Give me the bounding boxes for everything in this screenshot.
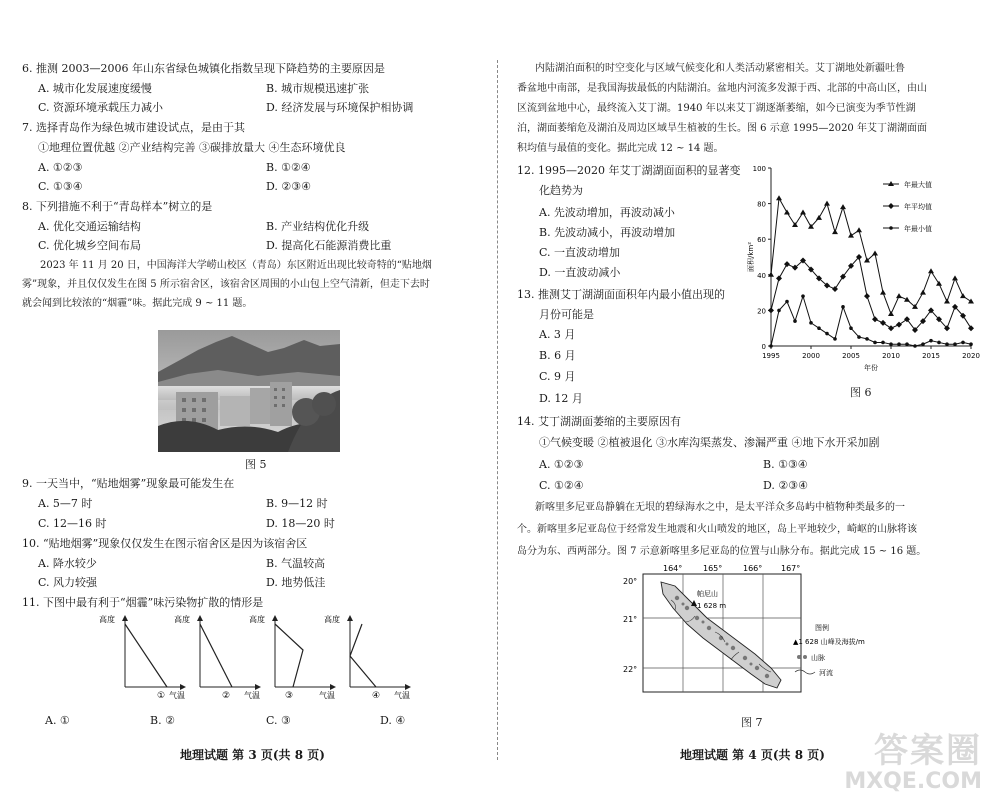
x-tick-label: 2000 bbox=[802, 352, 820, 360]
passage-line: 番盆地中南部，是我国海拔最低的内陆湖泊。盆地内河流多发源于西、北部的中高山区，由山 bbox=[517, 83, 927, 94]
data-point-0 bbox=[872, 250, 878, 255]
q7-option-b: B. ①②④ bbox=[266, 161, 311, 174]
data-point-2 bbox=[865, 337, 869, 341]
new-caledonia-map bbox=[615, 560, 865, 710]
data-point-1 bbox=[776, 275, 782, 281]
q7-option-d: D. ②③④ bbox=[266, 180, 312, 193]
legend-label: 年最小值 bbox=[904, 225, 932, 233]
q13-option-c: C. 9 月 bbox=[539, 370, 576, 383]
lon-label: 166° bbox=[743, 564, 763, 573]
temperature-profile-diagrams bbox=[95, 612, 435, 702]
q7-items: ①地理位置优越 ②产业结构完善 ③碳排放量大 ④生态环境优良 bbox=[38, 141, 346, 154]
data-point-0 bbox=[936, 281, 942, 286]
data-point-1 bbox=[832, 286, 838, 292]
watermark-url: MXQE.COM bbox=[844, 769, 982, 794]
data-point-2 bbox=[809, 321, 813, 325]
legend-mountain-symbol bbox=[797, 655, 807, 659]
lon-label: 164° bbox=[663, 564, 683, 573]
lat-label: 22° bbox=[623, 665, 638, 674]
q12-stem-cont: 化趋势为 bbox=[539, 184, 583, 197]
data-point-1 bbox=[768, 307, 774, 313]
q10-option-c: C. 风力较强 bbox=[38, 576, 98, 589]
lake-area-chart bbox=[743, 160, 988, 380]
q7-stem: 7. 选择青岛作为绿色城市建设试点，是由于其 bbox=[22, 121, 245, 134]
y-axis-label: 高度 bbox=[174, 615, 190, 624]
q13-stem: 13. 推测艾丁湖湖面面积年内最小值出现的 bbox=[517, 288, 725, 301]
data-point-1 bbox=[880, 320, 886, 326]
series-line-0 bbox=[771, 198, 971, 314]
profile-diagram-3 bbox=[249, 614, 335, 701]
fig6-caption: 图 6 bbox=[850, 386, 872, 399]
data-point-2 bbox=[953, 342, 957, 346]
data-point-0 bbox=[960, 293, 966, 298]
data-point-2 bbox=[969, 342, 973, 346]
x-axis-label: 气温 bbox=[394, 691, 410, 700]
x-axis-title: 年份 bbox=[864, 364, 878, 372]
legend-peak: ▲1 628 山峰及海拔/m bbox=[793, 638, 865, 646]
data-point-2 bbox=[921, 342, 925, 346]
q11-option-c: C. ③ bbox=[266, 714, 291, 727]
data-point-2 bbox=[801, 294, 805, 298]
q13-stem-cont: 月份可能是 bbox=[539, 308, 594, 321]
profile-number: ① bbox=[157, 691, 166, 701]
q14-option-a: A. ①②③ bbox=[539, 458, 584, 471]
data-point-0 bbox=[776, 195, 782, 200]
q10-option-d: D. 地势低洼 bbox=[266, 576, 326, 589]
x-tick-label: 2005 bbox=[842, 352, 860, 360]
passage-line: 新喀里多尼亚岛静躺在无垠的碧绿海水之中，是太平洋众多岛屿中植物种类最多的一 bbox=[535, 502, 905, 513]
legend-mountain: 山脉 bbox=[811, 654, 825, 662]
lat-label: 21° bbox=[623, 615, 638, 624]
page-4 bbox=[505, 0, 1000, 803]
data-point-2 bbox=[889, 342, 893, 346]
data-point-2 bbox=[937, 341, 941, 345]
y-tick-label: 60 bbox=[757, 236, 766, 245]
legend-river-symbol bbox=[795, 670, 815, 674]
peak-name: 帕尼山 bbox=[697, 590, 718, 598]
data-point-0 bbox=[784, 210, 790, 215]
profile-diagram-1 bbox=[99, 614, 185, 701]
data-point-0 bbox=[832, 229, 838, 234]
data-point-2 bbox=[881, 341, 885, 345]
data-point-0 bbox=[768, 272, 774, 277]
data-point-0 bbox=[856, 227, 862, 232]
x-tick-label: 2020 bbox=[962, 352, 980, 360]
y-tick-label: 0 bbox=[761, 343, 766, 351]
data-point-2 bbox=[777, 309, 781, 313]
data-point-2 bbox=[849, 326, 853, 330]
q7-option-a: A. ①②③ bbox=[38, 161, 83, 174]
data-point-0 bbox=[888, 311, 894, 316]
data-point-0 bbox=[920, 290, 926, 295]
data-point-0 bbox=[928, 268, 934, 273]
q7-option-c: C. ①③④ bbox=[38, 180, 83, 193]
q14-stem: 14. 艾丁湖湖面萎缩的主要原因有 bbox=[517, 415, 681, 428]
q9-stem: 9. 一天当中，“贴地烟雾”现象最可能发生在 bbox=[22, 477, 235, 490]
q14-option-d: D. ②③④ bbox=[763, 479, 809, 492]
data-point-2 bbox=[841, 305, 845, 309]
profile-number: ② bbox=[222, 691, 231, 701]
q13-option-a: A. 3 月 bbox=[539, 328, 576, 341]
x-axis-label: 气温 bbox=[319, 691, 335, 700]
q12-option-d: D. 一直波动减小 bbox=[539, 266, 621, 279]
page-footer: 地理试题 第 4 页(共 8 页) bbox=[680, 748, 825, 762]
data-point-0 bbox=[952, 275, 958, 280]
data-point-2 bbox=[905, 342, 909, 346]
lon-label: 165° bbox=[703, 564, 723, 573]
data-point-0 bbox=[816, 215, 822, 220]
y-tick-label: 100 bbox=[752, 165, 766, 173]
data-point-1 bbox=[784, 261, 790, 267]
q12-option-a: A. 先波动增加，再波动减小 bbox=[539, 206, 675, 219]
q13-option-d: D. 12 月 bbox=[539, 392, 583, 405]
passage-line: 泊，湖面萎缩危及湖泊及周边区域旱生植被的生长。图 6 示意 1995—2020 年艾丁湖湖面面 bbox=[517, 123, 927, 134]
profile-number: ④ bbox=[372, 691, 381, 701]
q9-option-c: C. 12—16 时 bbox=[38, 517, 107, 530]
y-axis-label: 高度 bbox=[99, 615, 115, 624]
data-point-2 bbox=[857, 335, 861, 339]
data-point-1 bbox=[896, 322, 902, 328]
legend-river: 河流 bbox=[819, 669, 833, 677]
q8-option-d: D. 提高化石能源消费比重 bbox=[266, 239, 392, 252]
data-point-0 bbox=[824, 201, 830, 206]
q11-option-d: D. ④ bbox=[380, 714, 406, 727]
data-point-1 bbox=[864, 293, 870, 299]
data-point-0 bbox=[896, 293, 902, 298]
data-point-2 bbox=[897, 342, 901, 346]
q8-stem: 8. 下列措施不利于“青岛样本”树立的是 bbox=[22, 200, 213, 213]
legend-label: 年平均值 bbox=[904, 203, 932, 211]
y-tick-label: 80 bbox=[757, 200, 766, 209]
data-point-2 bbox=[825, 332, 829, 336]
q10-stem: 10. “贴地烟雾”现象仅仅发生在图示宿舍区是因为该宿舍区 bbox=[22, 537, 308, 550]
passage-line: 就会闻到比较浓的“烟霾”味。据此完成 9 ~ 11 题。 bbox=[22, 298, 253, 309]
q14-items: ①气候变暖 ②植被退化 ③水库沟渠蒸发、渗漏严重 ④地下水开采加剧 bbox=[539, 436, 880, 449]
q8-option-b: B. 产业结构优化升级 bbox=[266, 220, 370, 233]
q12-option-c: C. 一直波动增加 bbox=[539, 246, 621, 259]
fig7-caption: 图 7 bbox=[741, 716, 763, 729]
legend-marker bbox=[888, 203, 894, 209]
page-3 bbox=[0, 0, 490, 803]
passage-line: 雾”现象，并且仅仅发生在图 5 所示宿舍区，该宿舍区周围的小山包上空气清新，但走下去时 bbox=[22, 279, 430, 290]
data-point-0 bbox=[944, 299, 950, 304]
q10-option-a: A. 降水较少 bbox=[38, 557, 97, 570]
watermark-text: 答案圈 bbox=[874, 731, 982, 771]
x-axis-label: 气温 bbox=[169, 691, 185, 700]
data-point-0 bbox=[880, 290, 886, 295]
column-divider bbox=[497, 60, 498, 760]
legend-marker bbox=[889, 226, 893, 230]
y-axis-label: 高度 bbox=[324, 615, 340, 624]
data-point-0 bbox=[840, 204, 846, 209]
data-point-2 bbox=[793, 319, 797, 323]
data-point-2 bbox=[873, 341, 877, 345]
data-point-2 bbox=[961, 341, 965, 345]
q6-stem: 6. 推测 2003—2006 年山东省绿色城镇化指数呈现下降趋势的主要原因是 bbox=[22, 62, 385, 75]
x-axis-label: 气温 bbox=[244, 691, 260, 700]
q9-option-d: D. 18—20 时 bbox=[266, 517, 335, 530]
fig5-caption: 图 5 bbox=[245, 458, 267, 471]
q6-option-c: C. 资源环境承载压力减小 bbox=[38, 101, 164, 114]
passage-line: 岛分为东、西两部分。图 7 示意新喀里多尼亚岛的位置与山脉分布。据此完成 15 ~ 16 题。 bbox=[517, 546, 927, 557]
profile-diagram-4 bbox=[324, 614, 410, 701]
data-point-0 bbox=[792, 222, 798, 227]
q14-option-b: B. ①③④ bbox=[763, 458, 808, 471]
data-point-1 bbox=[872, 316, 878, 322]
q9-option-b: B. 9—12 时 bbox=[266, 497, 328, 510]
q13-option-b: B. 6 月 bbox=[539, 349, 576, 362]
q14-option-c: C. ①②④ bbox=[539, 479, 584, 492]
q9-option-a: A. 5—7 时 bbox=[38, 497, 93, 510]
data-point-2 bbox=[817, 326, 821, 330]
data-point-2 bbox=[945, 342, 949, 346]
passage-line: 内陆湖泊面积的时空变化与区域气候变化和人类活动紧密相关。艾丁湖地处新疆吐鲁 bbox=[535, 63, 905, 74]
data-point-1 bbox=[968, 325, 974, 331]
y-axis-label: 高度 bbox=[249, 615, 265, 624]
q6-option-b: B. 城市规模迅速扩张 bbox=[266, 82, 370, 95]
data-point-0 bbox=[800, 210, 806, 215]
x-tick-label: 2010 bbox=[882, 352, 900, 360]
x-tick-label: 1995 bbox=[762, 352, 780, 360]
q12-option-b: B. 先波动减小，再波动增加 bbox=[539, 226, 676, 239]
q11-option-b: B. ② bbox=[150, 714, 175, 727]
y-tick-label: 40 bbox=[757, 271, 766, 280]
y-axis-title: 面积/km² bbox=[747, 241, 755, 273]
x-tick-label: 2015 bbox=[922, 352, 940, 360]
data-point-2 bbox=[929, 339, 933, 343]
data-point-0 bbox=[848, 233, 854, 238]
campus-fog-photo bbox=[158, 330, 340, 452]
lat-label: 20° bbox=[623, 577, 638, 586]
q10-option-b: B. 气温较高 bbox=[266, 557, 326, 570]
q11-stem: 11. 下图中最有利于“烟霾”味污染物扩散的情形是 bbox=[22, 596, 264, 609]
peak-elevation: 1 628 m bbox=[697, 602, 727, 610]
data-point-2 bbox=[769, 344, 773, 348]
data-point-2 bbox=[785, 300, 789, 304]
data-point-2 bbox=[833, 337, 837, 341]
passage-line: 个。新喀里多尼亚岛位于经常发生地震和火山喷发的地区，岛上平地较少，崎岖的山脉将该 bbox=[517, 524, 917, 535]
q6-option-d: D. 经济发展与环境保护相协调 bbox=[266, 101, 414, 114]
page-footer: 地理试题 第 3 页(共 8 页) bbox=[180, 748, 325, 762]
data-point-2 bbox=[913, 344, 917, 348]
data-point-1 bbox=[888, 325, 894, 331]
q11-option-a: A. ① bbox=[45, 714, 70, 727]
passage-line: 2023 年 11 月 20 日，中国海洋大学崂山校区（青岛）东区附近出现比较奇特的“贴地烟 bbox=[40, 260, 432, 271]
y-tick-label: 20 bbox=[757, 307, 766, 316]
legend-title: 图例 bbox=[815, 624, 829, 632]
q12-stem: 12. 1995—2020 年艾丁湖湖面面积的显著变 bbox=[517, 164, 741, 177]
passage-line: 积均值与最值的变化。据此完成 12 ~ 14 题。 bbox=[517, 143, 724, 154]
q6-option-a: A. 城市化发展速度缓慢 bbox=[38, 82, 152, 95]
q8-option-a: A. 优化交通运输结构 bbox=[38, 220, 141, 233]
q8-option-c: C. 优化城乡空间布局 bbox=[38, 239, 142, 252]
profile-diagram-2 bbox=[174, 614, 260, 701]
passage-line: 区流到盆地中心，最终流入艾丁湖。1940 年以来艾丁湖逐渐萎缩，如今已演变为季节性湖 bbox=[517, 103, 916, 114]
lon-label: 167° bbox=[781, 564, 801, 573]
data-point-0 bbox=[968, 299, 974, 304]
profile-number: ③ bbox=[285, 691, 294, 701]
legend-label: 年最大值 bbox=[904, 181, 932, 189]
watermark bbox=[812, 723, 982, 795]
